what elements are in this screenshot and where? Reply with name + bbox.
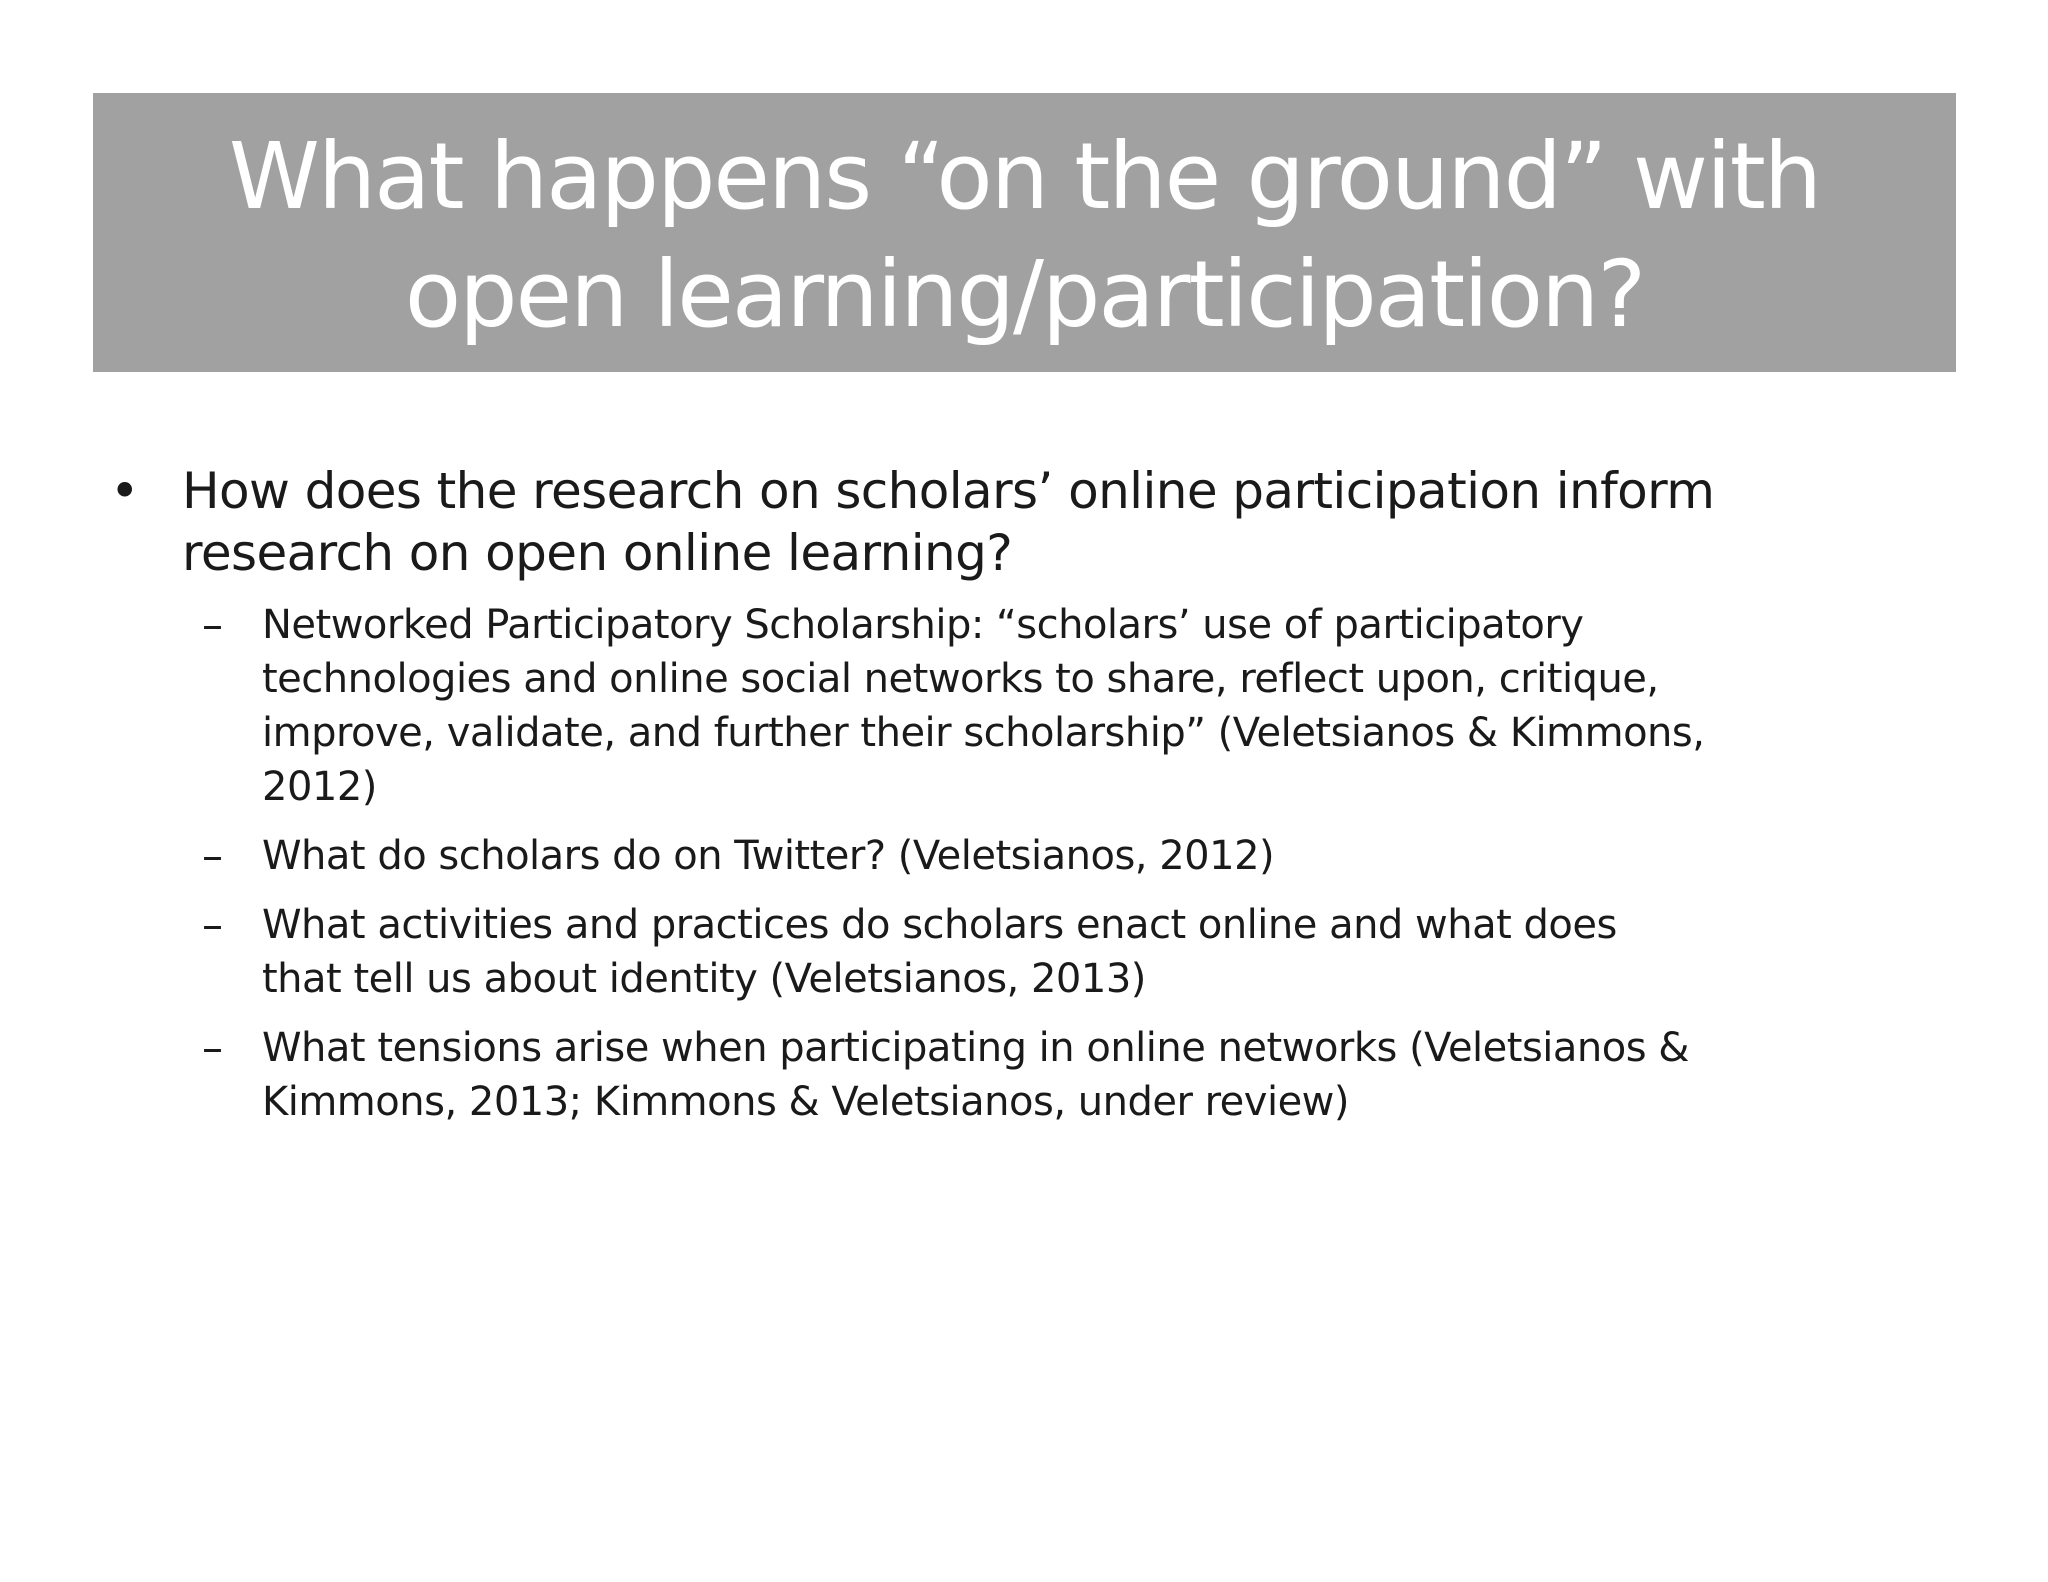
sub-bullet-text-line: Kimmons, 2013; Kimmons & Veletsianos, under review) bbox=[262, 1079, 1349, 1125]
sub-bullet-text-line: Networked Participatory Scholarship: “scholars’ use of participatory bbox=[262, 602, 1584, 648]
sub-bullet-twitter bbox=[202, 829, 1940, 883]
slide-title-line-1: What happens “on the ground” with bbox=[228, 122, 1821, 230]
sub-bullet-nps-definition bbox=[202, 598, 1940, 814]
sub-bullet-text-line: 2012) bbox=[262, 764, 377, 810]
slide-body bbox=[110, 460, 1940, 1144]
bullet-item bbox=[110, 460, 1940, 584]
sub-bullet-text-line: What activities and practices do scholars enact online and what does bbox=[262, 902, 1617, 948]
bullet-marker: • bbox=[110, 462, 140, 520]
sub-bullet-text-line: technologies and online social networks to share, reflect upon, critique, bbox=[262, 656, 1659, 702]
sub-bullet-text-line: improve, validate, and further their scholarship” (Veletsianos & Kimmons, bbox=[262, 710, 1705, 756]
bullet-text-line: research on open online learning? bbox=[182, 524, 1013, 582]
dash-marker: – bbox=[202, 831, 223, 880]
dash-marker: – bbox=[202, 900, 223, 949]
slide-title-banner bbox=[93, 93, 1956, 372]
sub-bullet-identity bbox=[202, 898, 1940, 1006]
dash-marker: – bbox=[202, 600, 223, 649]
bullet-text-line: How does the research on scholars’ online participation inform bbox=[182, 462, 1715, 520]
sub-bullet-text-line: What tensions arise when participating in online networks (Veletsianos & bbox=[262, 1025, 1689, 1071]
sub-bullet-text-line: What do scholars do on Twitter? (Veletsianos, 2012) bbox=[262, 833, 1275, 879]
sub-bullet-list bbox=[110, 598, 1940, 1129]
dash-marker: – bbox=[202, 1023, 223, 1072]
sub-bullet-tensions bbox=[202, 1021, 1940, 1129]
slide-title-line-2: open learning/participation? bbox=[404, 240, 1645, 348]
sub-bullet-text-line: that tell us about identity (Veletsianos, 2013) bbox=[262, 956, 1146, 1002]
